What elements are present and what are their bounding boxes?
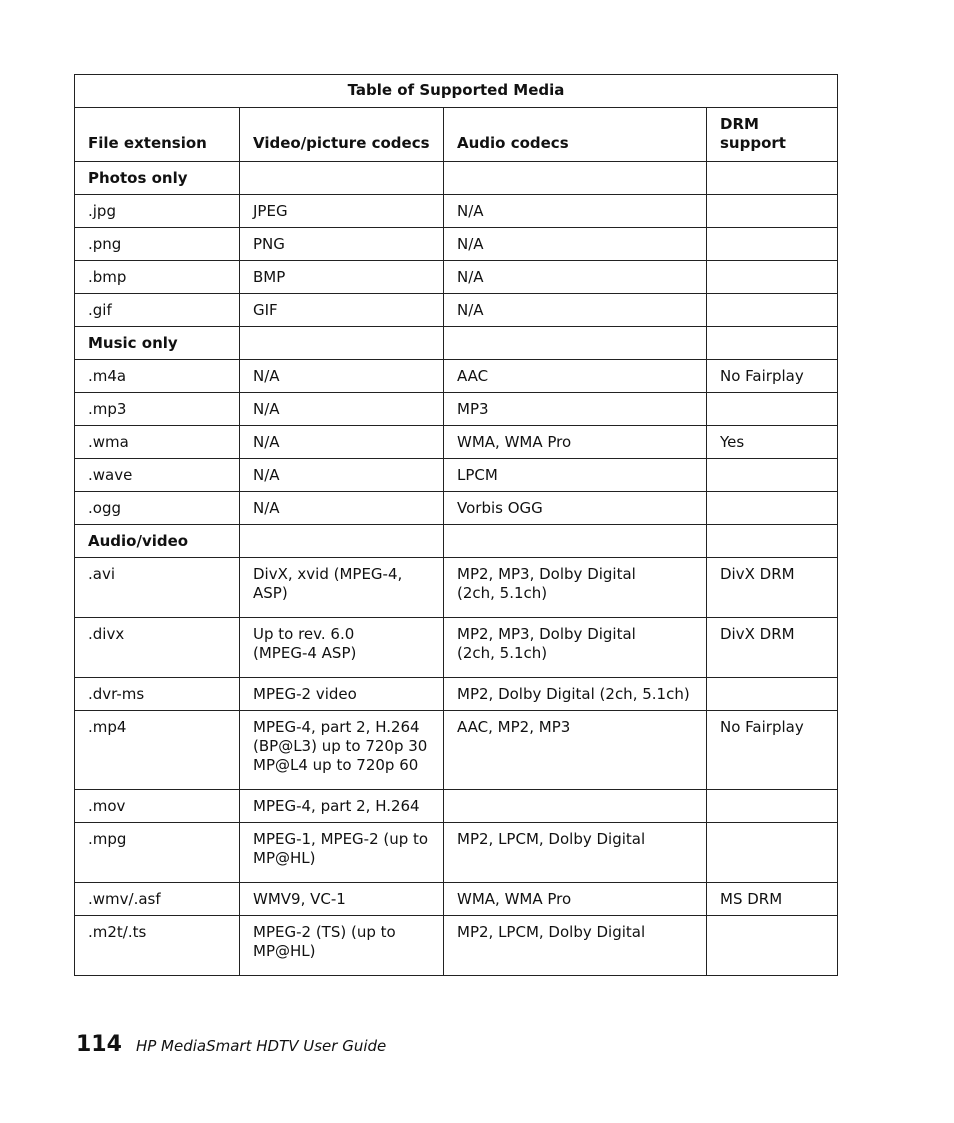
table-row — [75, 678, 838, 711]
page-number: 114 — [76, 1032, 122, 1057]
table-row — [75, 790, 838, 823]
section-row — [75, 327, 838, 360]
drm-support-cell: DivX DRM — [707, 618, 838, 678]
drm-support-cell — [707, 823, 838, 883]
audio-codec-cell — [444, 162, 707, 195]
file-extension-cell: .wma — [75, 426, 240, 459]
table-body — [75, 162, 838, 976]
drm-support-cell — [707, 327, 838, 360]
video-codec-cell: N/A — [240, 492, 444, 525]
audio-codec-cell: Vorbis OGG — [444, 492, 707, 525]
file-extension-cell: .png — [75, 228, 240, 261]
audio-codec-cell: N/A — [444, 261, 707, 294]
drm-support-cell — [707, 459, 838, 492]
file-extension-cell: .jpg — [75, 195, 240, 228]
table-row — [75, 618, 838, 678]
video-codec-cell: JPEG — [240, 195, 444, 228]
table-title: Table of Supported Media — [75, 75, 838, 108]
table-row — [75, 823, 838, 883]
drm-support-cell: DivX DRM — [707, 558, 838, 618]
video-codec-cell: MPEG-2 video — [240, 678, 444, 711]
table-row — [75, 195, 838, 228]
drm-support-cell — [707, 492, 838, 525]
file-extension-cell: .mpg — [75, 823, 240, 883]
drm-support-cell — [707, 294, 838, 327]
section-label: Audio/video — [75, 525, 240, 558]
video-codec-cell: BMP — [240, 261, 444, 294]
file-extension-cell: .divx — [75, 618, 240, 678]
file-extension-cell: .gif — [75, 294, 240, 327]
audio-codec-cell: AAC — [444, 360, 707, 393]
audio-codec-cell: MP2, Dolby Digital (2ch, 5.1ch) — [444, 678, 707, 711]
drm-support-cell: Yes — [707, 426, 838, 459]
audio-codec-cell: MP2, MP3, Dolby Digital (2ch, 5.1ch) — [444, 618, 707, 678]
drm-support-cell — [707, 916, 838, 976]
video-codec-cell: DivX, xvid (MPEG-4, ASP) — [240, 558, 444, 618]
drm-support-cell — [707, 228, 838, 261]
section-label: Photos only — [75, 162, 240, 195]
file-extension-cell: .wave — [75, 459, 240, 492]
video-codec-cell: MPEG-2 (TS) (up to MP@HL) — [240, 916, 444, 976]
table-row — [75, 883, 838, 916]
section-row — [75, 162, 838, 195]
file-extension-cell: .bmp — [75, 261, 240, 294]
table-row — [75, 228, 838, 261]
column-header-video-codecs: Video/picture codecs — [240, 108, 444, 162]
column-header-file-extension: File extension — [75, 108, 240, 162]
video-codec-cell: N/A — [240, 459, 444, 492]
table-row — [75, 426, 838, 459]
table-header-row — [75, 108, 838, 162]
drm-support-cell — [707, 790, 838, 823]
page-footer — [76, 1032, 386, 1057]
video-codec-cell: PNG — [240, 228, 444, 261]
file-extension-cell: .avi — [75, 558, 240, 618]
table-row — [75, 294, 838, 327]
drm-support-cell: No Fairplay — [707, 360, 838, 393]
table-row — [75, 492, 838, 525]
table-row — [75, 393, 838, 426]
column-header-audio-codecs: Audio codecs — [444, 108, 707, 162]
drm-support-cell — [707, 195, 838, 228]
table-title-row — [75, 75, 838, 108]
audio-codec-cell: LPCM — [444, 459, 707, 492]
table-row — [75, 360, 838, 393]
table-row — [75, 261, 838, 294]
table-row — [75, 916, 838, 976]
drm-support-cell — [707, 393, 838, 426]
document-title: HP MediaSmart HDTV User Guide — [135, 1037, 387, 1055]
drm-support-cell — [707, 261, 838, 294]
section-row — [75, 525, 838, 558]
file-extension-cell: .m4a — [75, 360, 240, 393]
video-codec-cell: N/A — [240, 360, 444, 393]
file-extension-cell: .mov — [75, 790, 240, 823]
audio-codec-cell — [444, 327, 707, 360]
video-codec-cell: MPEG-4, part 2, H.264 — [240, 790, 444, 823]
video-codec-cell — [240, 162, 444, 195]
audio-codec-cell: N/A — [444, 294, 707, 327]
video-codec-cell: MPEG-1, MPEG-2 (up to MP@HL) — [240, 823, 444, 883]
drm-support-cell: MS DRM — [707, 883, 838, 916]
table-row — [75, 459, 838, 492]
video-codec-cell: WMV9, VC-1 — [240, 883, 444, 916]
video-codec-cell — [240, 525, 444, 558]
file-extension-cell: .ogg — [75, 492, 240, 525]
video-codec-cell: GIF — [240, 294, 444, 327]
file-extension-cell: .m2t/.ts — [75, 916, 240, 976]
audio-codec-cell: AAC, MP2, MP3 — [444, 711, 707, 790]
column-header-drm-support: DRM support — [707, 108, 838, 162]
audio-codec-cell — [444, 790, 707, 823]
audio-codec-cell: WMA, WMA Pro — [444, 883, 707, 916]
video-codec-cell: Up to rev. 6.0 (MPEG-4 ASP) — [240, 618, 444, 678]
video-codec-cell — [240, 327, 444, 360]
section-label: Music only — [75, 327, 240, 360]
table-row — [75, 711, 838, 790]
supported-media-table — [74, 74, 838, 976]
audio-codec-cell: N/A — [444, 228, 707, 261]
audio-codec-cell: WMA, WMA Pro — [444, 426, 707, 459]
file-extension-cell: .wmv/.asf — [75, 883, 240, 916]
audio-codec-cell: MP2, LPCM, Dolby Digital — [444, 916, 707, 976]
drm-support-cell — [707, 525, 838, 558]
table-row — [75, 558, 838, 618]
file-extension-cell: .mp4 — [75, 711, 240, 790]
audio-codec-cell — [444, 525, 707, 558]
audio-codec-cell: N/A — [444, 195, 707, 228]
drm-support-cell — [707, 678, 838, 711]
drm-support-cell — [707, 162, 838, 195]
drm-support-cell: No Fairplay — [707, 711, 838, 790]
file-extension-cell: .dvr-ms — [75, 678, 240, 711]
video-codec-cell: N/A — [240, 426, 444, 459]
file-extension-cell: .mp3 — [75, 393, 240, 426]
audio-codec-cell: MP3 — [444, 393, 707, 426]
audio-codec-cell: MP2, MP3, Dolby Digital (2ch, 5.1ch) — [444, 558, 707, 618]
audio-codec-cell: MP2, LPCM, Dolby Digital — [444, 823, 707, 883]
video-codec-cell: MPEG-4, part 2, H.264 (BP@L3) up to 720p 30 MP@L4 up to 720p 60 — [240, 711, 444, 790]
video-codec-cell: N/A — [240, 393, 444, 426]
